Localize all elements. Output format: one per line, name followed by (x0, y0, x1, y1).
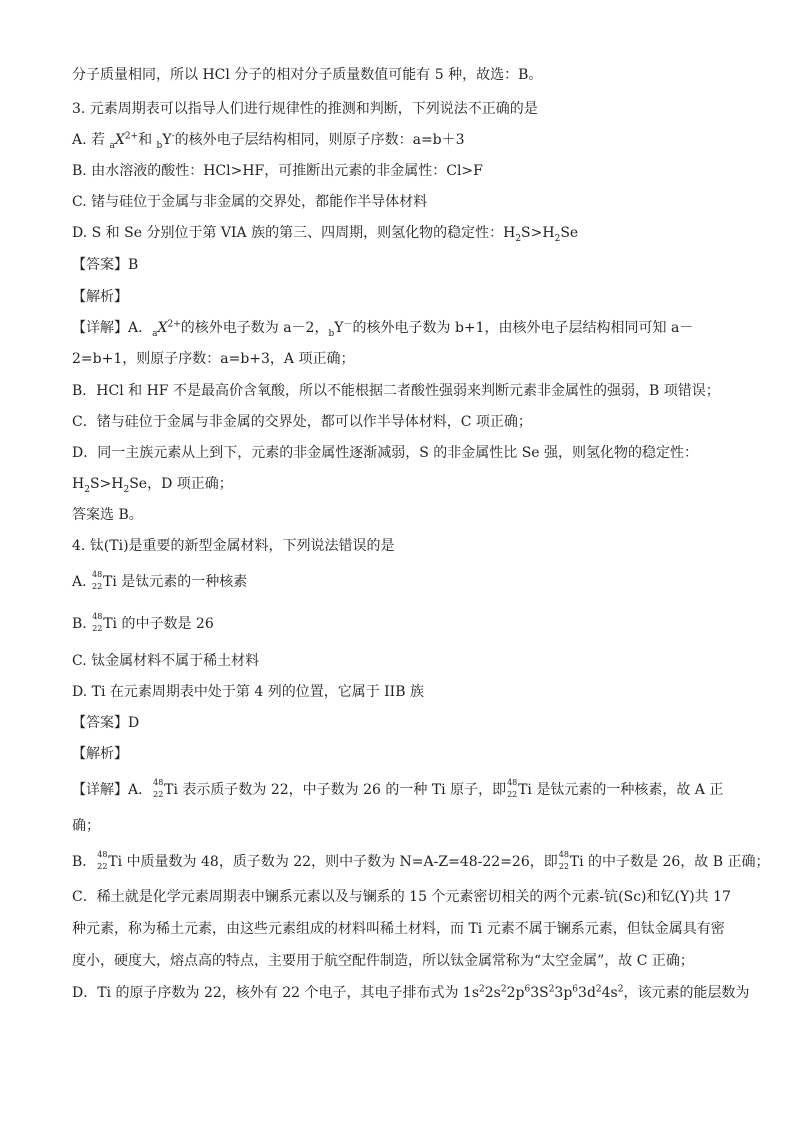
text: 3p (554, 985, 573, 1001)
detail-line (72, 350, 354, 368)
subscript: 2 (554, 233, 561, 244)
subscript: a (109, 140, 115, 151)
symbol: X (114, 132, 125, 148)
text: Ti 的中子数是 26，故 B 正确； (569, 854, 770, 870)
question-3-option-d (72, 224, 578, 242)
text: 3. 元素周期表可以指导人们进行规律性的推测和判断，下列说法不正确的是 (72, 101, 538, 117)
detail-line (72, 920, 725, 938)
symbol: Y (334, 320, 344, 336)
text: Ti 的中子数是 26 (103, 616, 214, 632)
question-4-option-a (72, 570, 248, 591)
text: Ti 是钛元素的一种核素 (103, 574, 248, 590)
superscript: 6 (524, 984, 531, 995)
detail-line (72, 413, 532, 431)
text: 2p (506, 985, 525, 1001)
text: 【解析】 (72, 289, 128, 305)
text: Ti 中质量数为 48，质子数为 22，则中子数为 N=A-Z=48-22=26，即 (108, 854, 558, 870)
subscript: 2 (84, 484, 90, 495)
text: 分子质量相同，所以 HCl 分子的相对分子质量数值可能有 5 种，故选：B。 (72, 67, 543, 83)
atomic-number: 22 (558, 862, 569, 871)
detail-line (72, 444, 698, 462)
text: D．同一主族元素从上到下，元素的非金属性逐渐减弱，S 的非金属性比 Se 强，则氢化物的稳定性： (72, 445, 699, 461)
text: Ti 是钛元素的一种核素，故 A 正 (518, 782, 724, 798)
text: 【详解】A． (72, 320, 153, 336)
superscript: 2+ (167, 319, 181, 330)
text: S>H (521, 225, 555, 241)
question-4-option-d (72, 683, 424, 701)
question-4-option-c (72, 652, 259, 670)
detail-line (72, 850, 770, 871)
superscript: 2 (595, 984, 602, 995)
text: 2s (484, 985, 501, 1001)
subscript: b (328, 328, 335, 339)
text: C．稀土就是化学元素周期表中镧系元素以及与镧系的 15 个元素密切相关的两个元素-钪(Sc)和钇(Y)共 17 (72, 889, 731, 905)
detail-line (72, 778, 724, 799)
analysis-label (72, 288, 128, 306)
nuclide-notation (558, 850, 570, 871)
answer-summary (72, 506, 143, 524)
atomic-number: 22 (97, 862, 108, 871)
nuclide-notation (152, 778, 164, 799)
superscript: 6 (572, 984, 579, 995)
text: C．锗与硅位于金属与非金属的交界处，都可以作半导体材料，C 项正确； (72, 414, 532, 430)
analysis-label (72, 745, 128, 763)
text: 【答案】D (72, 715, 140, 731)
text: A. (72, 574, 92, 590)
mass-number: 48 (153, 778, 164, 787)
question-3-option-c (72, 193, 427, 211)
question-4-stem (72, 537, 395, 555)
text: 种元素，称为稀土元素，由这些元素组成的材料叫稀土材料，而 Ti 元素不属于镧系元素，但钛金属具有密 (72, 921, 725, 937)
text: 的核外电子数为 b+1，由核外电子层结构相同可知 a－ (352, 320, 694, 336)
superscript: 2 (500, 984, 507, 995)
text: B．HCl 和 HF 不是最高价含氧酸，所以不能根据二者酸性强弱来判断元素非金属性的强弱，B 项错误； (72, 383, 720, 399)
text: 3d (578, 985, 596, 1001)
atomic-number: 22 (92, 624, 103, 633)
detail-line (72, 952, 694, 970)
text: S>H (89, 476, 124, 492)
text: C. 锗与硅位于金属与非金属的交界处，都能作半导体材料 (72, 194, 428, 210)
detail-line (72, 475, 233, 493)
superscript: 2 (548, 984, 555, 995)
atomic-number: 22 (507, 790, 518, 799)
text: H (72, 476, 85, 492)
text: D. S 和 Se 分别位于第 VIA 族的第三、四周期，则氢化物的稳定性：H (72, 225, 516, 241)
superscript: 2 (617, 984, 624, 995)
mass-number: 48 (507, 778, 518, 787)
text: 4. 钛(Ti)是重要的新型金属材料，下列说法错误的是 (72, 538, 395, 554)
detail-line (72, 382, 720, 400)
atomic-number: 22 (153, 790, 164, 799)
detail-line (72, 319, 693, 337)
question-3-stem (72, 100, 538, 118)
text-line (72, 66, 542, 84)
text: 的核外电子数为 a－2， (180, 320, 329, 336)
text: 【解析】 (72, 746, 128, 762)
superscript: 2 (479, 984, 485, 995)
mass-number: 48 (92, 612, 103, 621)
text: 【答案】B (72, 257, 139, 273)
nuclide-notation (96, 850, 108, 871)
text: B． (72, 854, 97, 870)
text: D. Ti 在元素周期表中处于第 4 列的位置，它属于 IIB 族 (72, 684, 424, 700)
superscript: - (171, 131, 175, 142)
question-4-option-b (72, 612, 214, 633)
superscript: － (343, 319, 353, 330)
subscript: 2 (123, 484, 130, 495)
text: B. (72, 616, 92, 632)
symbol: X (157, 320, 168, 336)
mass-number: 48 (92, 570, 103, 579)
atomic-number: 22 (92, 582, 103, 591)
nuclide-notation (91, 570, 103, 591)
text: 度小，硬度大，熔点高的特点，主要用于航空配件制造，所以钛金属常称为“太空金属”，故 C 正确； (72, 953, 694, 969)
text: 的核外电子层结构相同，则原子序数：a=b＋3 (174, 132, 465, 148)
superscript: 2+ (124, 131, 139, 142)
detail-line (72, 984, 749, 1002)
detail-line (72, 817, 100, 835)
text: Se (560, 225, 579, 241)
text: 确； (72, 818, 100, 834)
subscript: b (156, 140, 163, 151)
text: 2=b+1，则原子序数：a=b+3，A 项正确； (72, 351, 355, 367)
nuclide-notation (506, 778, 518, 799)
text: 和 (138, 132, 157, 148)
detail-line (72, 888, 731, 906)
subscript: a (152, 328, 158, 339)
text: Ti 表示质子数为 22，中子数为 26 的一种 Ti 原子，即 (164, 782, 507, 798)
mass-number: 48 (97, 850, 108, 859)
nuclide-notation (91, 612, 103, 633)
text: ，该元素的能层数为 (623, 985, 750, 1001)
mass-number: 48 (558, 850, 569, 859)
text: D．Ti 的原子序数为 22，核外有 22 个电子，其电子排布式为 1s (72, 985, 480, 1001)
question-3-option-a (72, 131, 465, 149)
text: 4s (601, 985, 618, 1001)
text: C. 钛金属材料不属于稀土材料 (72, 653, 260, 669)
text: A. 若 (72, 132, 110, 148)
answer-label (72, 714, 139, 732)
text: 3S (530, 985, 549, 1001)
subscript: 2 (515, 233, 522, 244)
text: Se，D 项正确； (129, 476, 233, 492)
text: 答案选 B。 (72, 507, 143, 523)
symbol: Y (162, 132, 172, 148)
text: B. 由水溶液的酸性：HCl>HF，可推断出元素的非金属性：Cl>F (72, 163, 483, 179)
answer-label (72, 256, 138, 274)
text: 【详解】A． (72, 782, 153, 798)
question-3-option-b (72, 162, 483, 180)
